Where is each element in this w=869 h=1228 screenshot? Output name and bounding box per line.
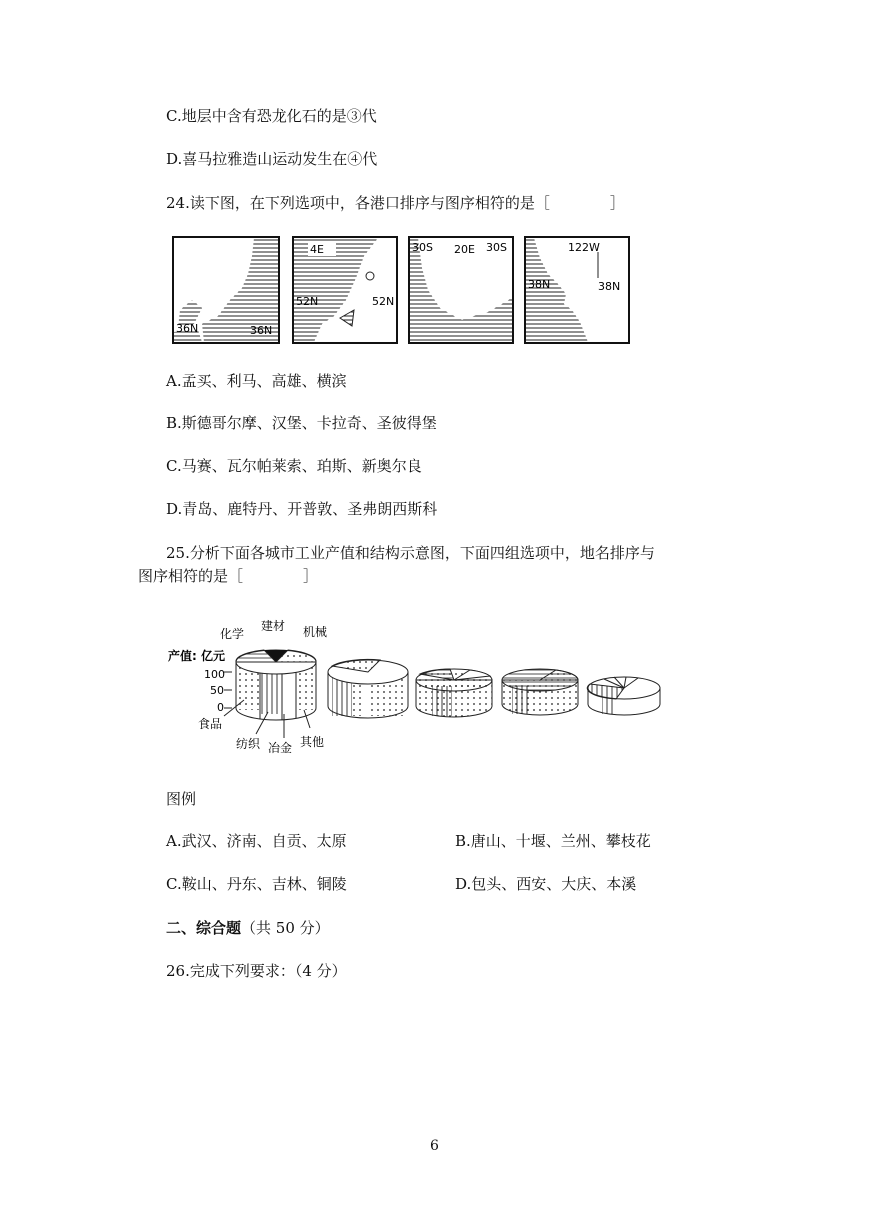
city-cylinder-3 — [502, 669, 578, 715]
city-cylinder-4 — [587, 677, 660, 715]
q25-stem-line1: 25.分析下面各城市工业产值和结构示意图，下面四组选项中，地名排序与 — [166, 544, 655, 562]
section-2-score: （共 50 分） — [241, 919, 330, 937]
map4-label-top: 122W — [568, 241, 600, 254]
q25-industry-figure — [160, 612, 680, 766]
map1-label-right: 36N — [250, 324, 273, 337]
sector-label-other: 其他 — [300, 735, 325, 749]
map2-label-right: 52N — [372, 295, 395, 308]
tick-50: 50 — [210, 684, 224, 697]
tick-0: 0 — [217, 701, 224, 714]
q25-option-c: C.鞍山、丹东、吉林、铜陵 — [166, 875, 347, 893]
q24-option-a: A.孟买、利马、高雄、横滨 — [166, 372, 347, 390]
q25-option-a: A.武汉、济南、自贡、太原 — [166, 832, 347, 850]
map3-label-left: 30S — [412, 241, 433, 254]
q24-option-c: C.马赛、瓦尔帕莱索、珀斯、新奥尔良 — [166, 457, 422, 475]
map3-label-mid: 20E — [454, 243, 475, 256]
port-map-3 — [408, 236, 514, 344]
sector-label-machinery: 机械 — [303, 625, 328, 639]
map2-label-top: 4E — [310, 243, 324, 256]
map1-label-left: 36N — [176, 322, 199, 335]
q25-option-d: D.包头、西安、大庆、本溪 — [455, 875, 637, 893]
sector-label-food: 食品 — [198, 717, 223, 731]
value-axis-title: 产值: 亿元 — [168, 649, 225, 663]
map4-label-left: 38N — [528, 278, 551, 291]
page-number: 6 — [430, 1138, 439, 1154]
sector-label-building: 建材 — [261, 619, 286, 633]
map4-label-right: 38N — [598, 280, 621, 293]
q25-option-b: B.唐山、十堰、兰州、攀枝花 — [455, 832, 651, 850]
q26-stem: 26.完成下列要求：（4 分） — [166, 962, 347, 980]
q23-option-d: D.喜马拉雅造山运动发生在④代 — [166, 150, 378, 168]
sector-label-textile: 纺织 — [236, 737, 261, 751]
legend-cylinder — [236, 650, 316, 720]
q24-stem: 24.读下图，在下列选项中，各港口排序与图序相符的是［ ］ — [166, 194, 625, 212]
port-map-1 — [172, 236, 280, 344]
q24-option-d: D.青岛、鹿特丹、开普敦、圣弗朗西斯科 — [166, 500, 438, 518]
sector-label-chemical: 化学 — [220, 627, 245, 641]
port-map-4 — [524, 236, 630, 344]
map3-label-right: 30S — [486, 241, 507, 254]
port-map-2 — [292, 236, 398, 344]
city-cylinder-2 — [416, 669, 492, 717]
city-cylinder-1 — [328, 659, 408, 718]
q25-legend-caption: 图例 — [166, 790, 197, 808]
tick-100: 100 — [204, 668, 225, 681]
sector-label-metallurgy: 冶金 — [268, 741, 293, 755]
section-2-title: 二、综合题 — [166, 919, 242, 937]
q25-stem-line2: 图序相符的是［ ］ — [138, 567, 319, 585]
q23-option-c: C.地层中含有恐龙化石的是③代 — [166, 107, 377, 125]
q24-option-b: B.斯德哥尔摩、汉堡、卡拉奇、圣彼得堡 — [166, 414, 437, 432]
map2-label-left: 52N — [296, 295, 319, 308]
section-2-heading — [166, 918, 330, 938]
